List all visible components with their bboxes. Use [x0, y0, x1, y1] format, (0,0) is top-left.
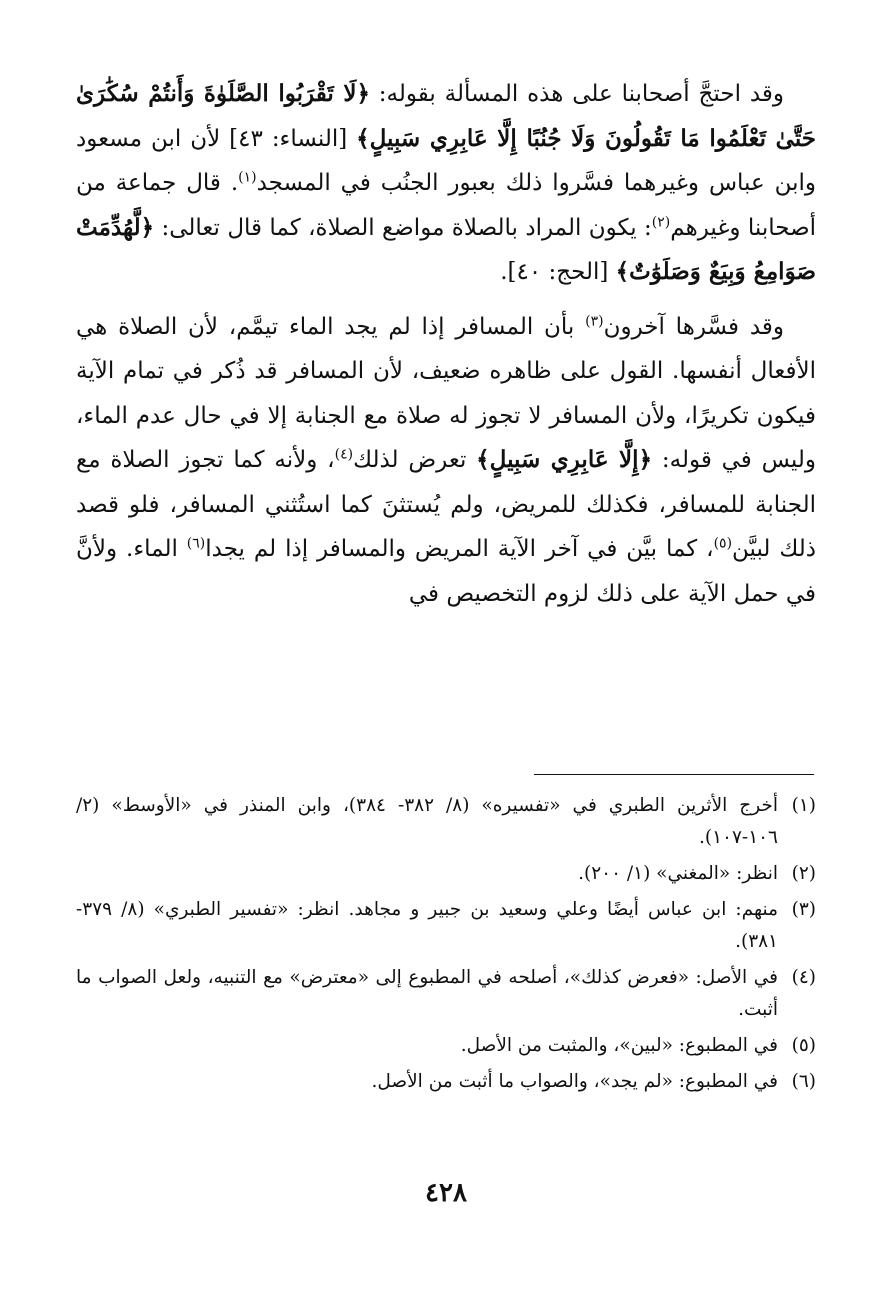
quran-verse-hajj-40: ﴿لَّهُدِّمَتْ صَوَامِعُ وَبِيَعٌ وَصَلَوَٰتٌ﴾	[76, 213, 816, 285]
paragraph-2-text-c: تعرض لذلك	[353, 447, 477, 473]
footnote-ref-1[interactable]: (١)	[238, 169, 257, 186]
footnote-separator	[534, 774, 814, 775]
footnote-1	[76, 790, 816, 854]
footnote-text: انظر: «المغني» (١/ ٢٠٠).	[578, 863, 778, 884]
page-number: ٤٢٨	[425, 1178, 467, 1208]
main-text	[76, 72, 816, 626]
paragraph-2-text-a: وقد فسَّرها آخرون	[603, 313, 784, 340]
footnote-number: (١)	[791, 795, 816, 816]
footnote-text: أخرج الأثرين الطبري في «تفسيره» (٨/ ٣٨٢- ٣٨٤)، وابن المنذر في «الأوسط» (٢/ ١٠٦-١٠٧).	[76, 795, 778, 848]
footnote-3	[76, 894, 816, 958]
paragraph-1-text-c: . قال جماعة من أصحابنا وغيرهم	[76, 170, 816, 241]
paragraph-2-text-e: ، كما بيَّن في آخر الآية المريض والمسافر إذا لم يجدا	[205, 536, 714, 562]
footnote-number: (٦)	[791, 1071, 816, 1092]
footnote-6	[76, 1066, 816, 1098]
footnote-number: (٥)	[791, 1035, 816, 1056]
footnote-2	[76, 858, 816, 890]
footnote-text: منهم: ابن عباس أيضًا وعلي وسعيد بن جبير و مجاهد. انظر: «تفسير الطبري» (٨/ ٣٧٩- ٣٨١).	[76, 899, 778, 952]
paragraph-2-text-f: الماء. ولأنَّ في حمل الآية على ذلك لزوم التخصيص في	[76, 536, 816, 607]
paragraph-1-text-a: وقد احتجَّ أصحابنا على هذه المسألة بقوله:	[369, 81, 784, 107]
footnote-text: في المطبوع: «لبين»، والمثبت من الأصل.	[460, 1035, 778, 1056]
footnote-ref-4[interactable]: (٤)	[334, 446, 354, 463]
footnote-number: (٤)	[791, 967, 816, 988]
footnote-5	[76, 1030, 816, 1062]
footnote-4	[76, 962, 816, 1026]
footnote-number: (٢)	[791, 863, 816, 884]
footnote-ref-3[interactable]: (٣)	[585, 312, 604, 329]
footnote-text: في الأصل: «فعرض كذلك»، أصلحه في المطبوع إلى «معترض» مع التنبيه، ولعل الصواب ما أثبت.	[76, 967, 778, 1020]
paragraph-1-text-b: [النساء: ٤٣] لأن ابن مسعود وابن عباس وغيرهما فسَّروا ذلك بعبور الجنُب في المسجد	[76, 125, 816, 196]
footnote-ref-5[interactable]: (٥)	[713, 535, 733, 552]
paragraph-2	[76, 305, 816, 617]
quran-verse-nisa-43: ﴿لَا تَقْرَبُوا الصَّلَوٰةَ وَأَنتُمْ سُكَٰرَىٰ حَتَّىٰ تَعْلَمُوا مَا تَقُولُونَ وَلَا جُنُبًا إِلَّا عَابِرِي سَبِيلٍ﴾	[76, 80, 816, 152]
paragraph-1	[76, 72, 816, 295]
paragraph-2-text-b: بأن المسافر إذا لم يجد الماء تيمَّم، لأن الصلاة هي الأفعال أنفسها. القول على ظاهره ضعيف، لأن المسافر قد ذُكر في تمام الآية فيكون تكريرًا، ولأن المسافر لا تجوز له صلاة مع الجنابة إلا في حال عدم الماء، وليس في قوله:	[76, 313, 816, 473]
quran-verse-fragment: ﴿إِلَّا عَابِرِي سَبِيلٍ﴾	[476, 446, 653, 473]
footnote-number: (٣)	[791, 899, 816, 920]
paragraph-1-text-d: : يكون المراد بالصلاة مواضع الصلاة، كما قال تعالى:	[154, 214, 652, 241]
paragraph-1-text-e: [الحج: ٤٠].	[500, 259, 616, 285]
paragraph-2-text-d: ، ولأنه كما تجوز الصلاة مع الجنابة للمسافر، فكذلك للمريض، ولم يُستثنَ كما استُثني المسافر، فلو قصد ذلك لبيَّن	[76, 447, 816, 562]
footnote-ref-2[interactable]: (٢)	[651, 213, 671, 230]
footnote-ref-6[interactable]: (٦)	[186, 535, 206, 552]
footnote-text: في المطبوع: «لم يجد»، والصواب ما أثبت من الأصل.	[371, 1071, 778, 1092]
footnotes	[76, 790, 816, 1102]
